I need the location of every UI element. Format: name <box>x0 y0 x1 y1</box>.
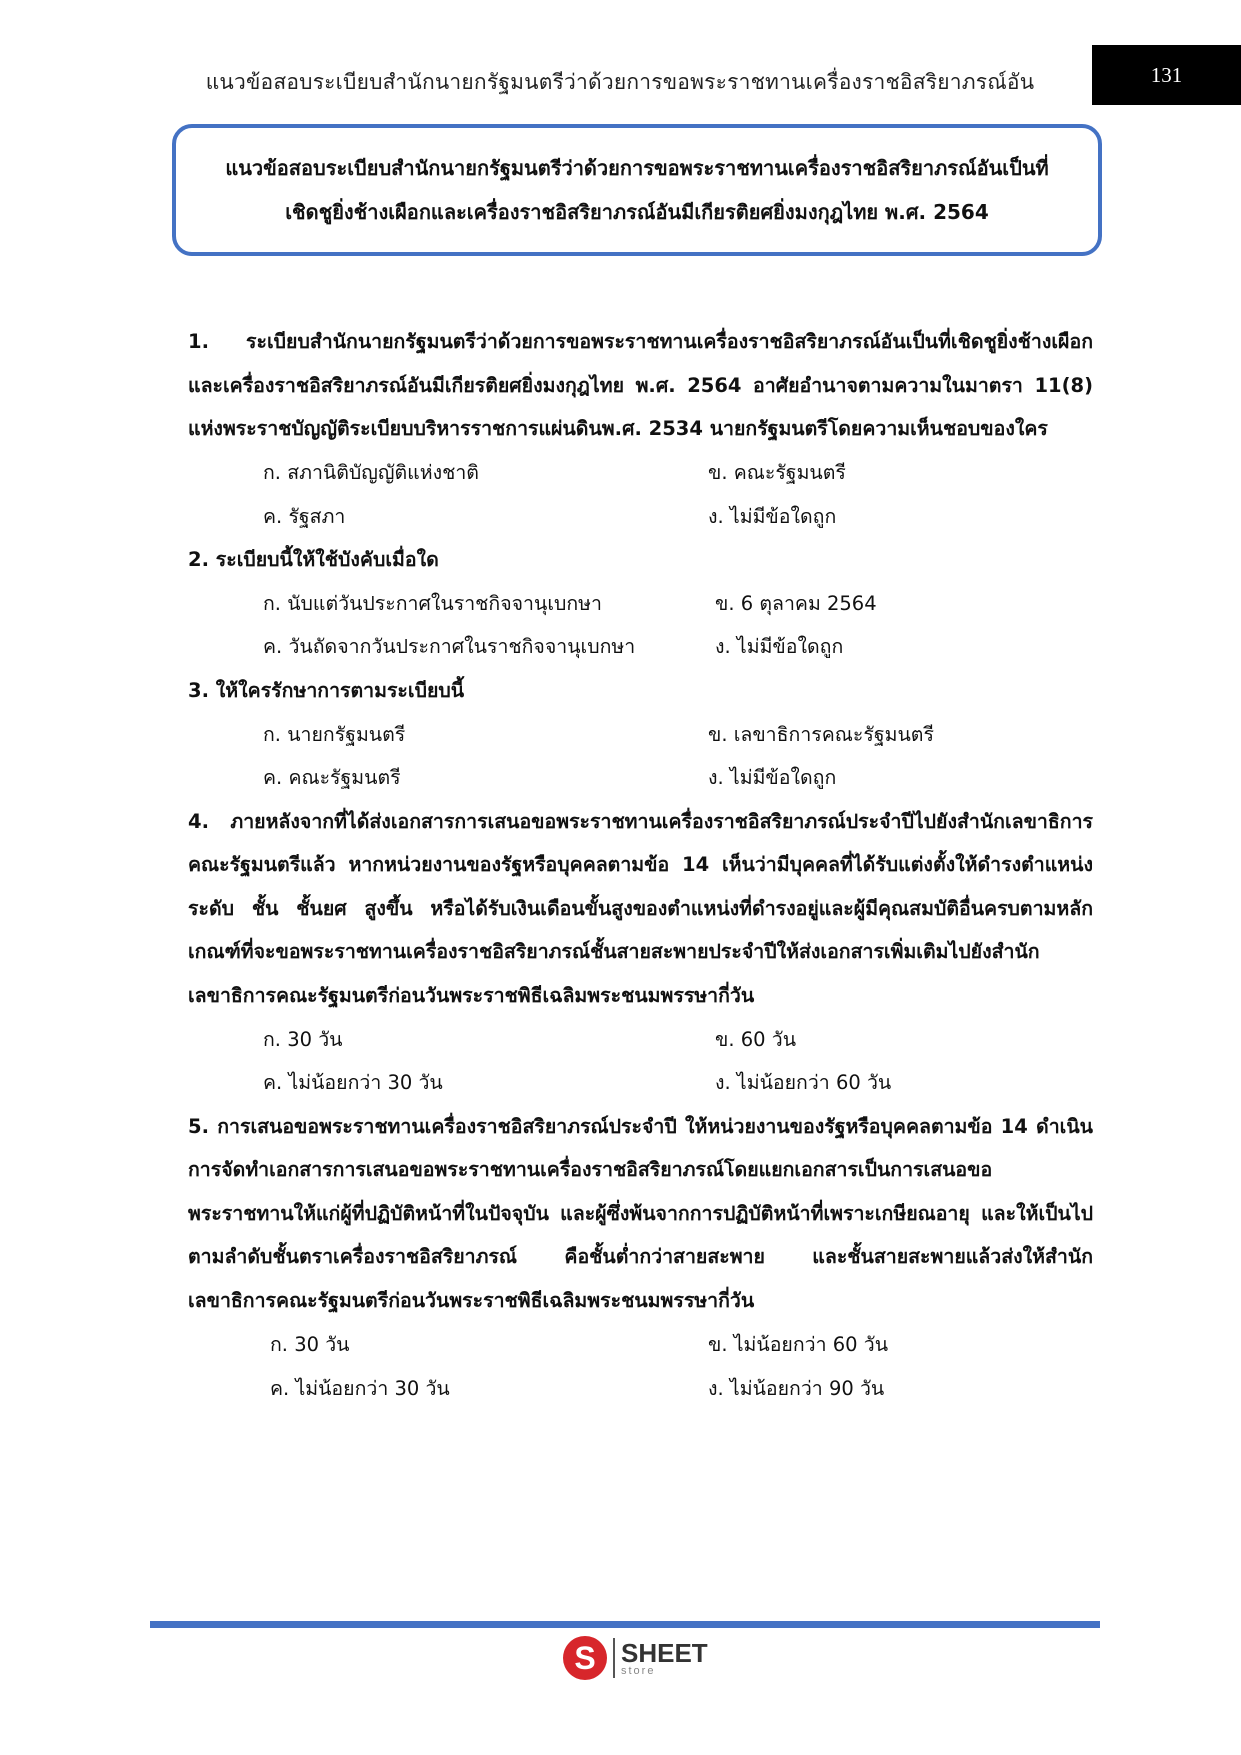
title-line-1: แนวข้อสอบระเบียบสำนักนายกรัฐมนตรีว่าด้วยการขอพระราชทานเครื่องราชอิสริยาภรณ์อันเป็นที่ <box>225 156 1049 180</box>
option-5-c[interactable]: ค. ไม่น้อยกว่า 30 วัน <box>270 1376 450 1400</box>
option-1-b[interactable]: ข. คณะรัฐมนตรี <box>708 461 846 485</box>
option-row <box>188 582 1093 626</box>
option-row <box>188 1323 1093 1367</box>
logo-subtitle: store <box>621 1664 656 1677</box>
option-1-a[interactable]: ก. สภานิติบัญญัติแห่งชาติ <box>263 461 479 485</box>
option-row <box>188 1366 1093 1410</box>
sheetstore-logo <box>563 1634 708 1682</box>
option-4-d[interactable]: ง. ไม่น้อยกว่า 60 วัน <box>715 1071 892 1095</box>
option-2-c[interactable]: ค. วันถัดจากวันประกาศในราชกิจจานุเบกษา <box>263 635 636 659</box>
logo-divider <box>613 1638 615 1678</box>
option-3-c[interactable]: ค. คณะรัฐมนตรี <box>263 766 401 790</box>
question-5: 5. การเสนอขอพระราชทานเครื่องราชอิสริยาภรณ์ประจำปี ให้หน่วยงานของรัฐหรือบุคคลตามข้อ 14 ดำเนินการจัดทำเอกสารการเสนอขอพระราชทานเครื่องราชอิสริยาภรณ์โดยแยกเอกสารเป็นการเสนอขอพระราชทานให้แก่ผู้ที่ปฏิบัติหน้าที่ในปัจจุบัน และผู้ซึ่งพ้นจากการปฏิบัติหน้าที่เพราะเกษียณอายุ และให้เป็นไปตามลำดับชั้นตราเครื่องราชอิสริยาภรณ์ คือชั้นต่ำกว่าสายสะพาย และชั้นสายสะพายแล้วส่งให้สำนักเลขาธิการคณะรัฐมนตรีก่อนวันพระราชพิธีเฉลิมพระชนมพรรษากี่วัน <box>188 1114 1093 1313</box>
footer-rule <box>150 1621 1100 1628</box>
option-1-c[interactable]: ค. รัฐสภา <box>263 504 346 528</box>
option-row <box>188 712 1093 756</box>
running-header: แนวข้อสอบระเบียบสำนักนายกรัฐมนตรีว่าด้วยการขอพระราชทานเครื่องราชอิสริยาภรณ์อัน <box>205 70 1035 94</box>
question-2: 2. ระเบียบนี้ให้ใช้บังคับเมื่อใด <box>188 547 439 571</box>
option-4-c[interactable]: ค. ไม่น้อยกว่า 30 วัน <box>263 1071 443 1095</box>
option-row <box>188 1018 1093 1062</box>
logo-mark-icon: S <box>563 1636 607 1680</box>
title-line-2: เชิดชูยิ่งช้างเผือกและเครื่องราชอิสริยาภรณ์อันมีเกียรติยศยิ่งมงกุฎไทย พ.ศ. 2564 <box>285 200 989 224</box>
option-row <box>188 625 1093 669</box>
option-3-b[interactable]: ข. เลขาธิการคณะรัฐมนตรี <box>708 722 934 746</box>
question-4: 4. ภายหลังจากที่ได้ส่งเอกสารการเสนอขอพระราชทานเครื่องราชอิสริยาภรณ์ประจำปีไปยังสำนักเลขาธิการคณะรัฐมนตรีแล้ว หากหน่วยงานของรัฐหรือบุคคลตามข้อ 14 เห็นว่ามีบุคคลที่ได้รับแต่งตั้งให้ดำรงตำแหน่ง ระดับ ชั้น ชั้นยศ สูงขึ้น หรือได้รับเงินเดือนขั้นสูงของตำแหน่งที่ดำรงอยู่และผู้มีคุณสมบัติอื่นครบตามหลักเกณฑ์ที่จะขอพระราชทานเครื่องราชอิสริยาภรณ์ชั้นสายสะพายประจำปีให้ส่งเอกสารเพิ่มเติมไปยังสำนักเลขาธิการคณะรัฐมนตรีก่อนวันพระราชพิธีเฉลิมพระชนมพรรษากี่วัน <box>188 809 1093 1007</box>
option-1-d[interactable]: ง. ไม่มีข้อใดถูก <box>708 504 837 528</box>
option-row <box>188 494 1093 538</box>
option-row <box>188 451 1093 495</box>
option-3-a[interactable]: ก. นายกรัฐมนตรี <box>263 722 406 746</box>
logo-wordmark <box>621 1637 708 1677</box>
option-3-d[interactable]: ง. ไม่มีข้อใดถูก <box>708 766 837 790</box>
option-2-b[interactable]: ข. 6 ตุลาคม 2564 <box>715 591 877 615</box>
option-row <box>188 1061 1093 1105</box>
option-2-d[interactable]: ง. ไม่มีข้อใดถูก <box>715 635 844 659</box>
option-4-a[interactable]: ก. 30 วัน <box>263 1027 343 1051</box>
option-row <box>188 756 1093 800</box>
question-1: 1. ระเบียบสำนักนายกรัฐมนตรีว่าด้วยการขอพระราชทานเครื่องราชอิสริยาภรณ์อันเป็นที่เชิดชูยิ่งช้างเผือกและเครื่องราชอิสริยาภรณ์อันมีเกียรติยศยิ่งมงกุฎไทย พ.ศ. 2564 อาศัยอำนาจตามความในมาตรา 11(8) แห่งพระราชบัญญัติระเบียบบริหารราชการแผ่นดินพ.ศ. 2534 นายกรัฐมนตรีโดยความเห็นชอบของใคร <box>188 330 1093 441</box>
option-5-b[interactable]: ข. ไม่น้อยกว่า 60 วัน <box>708 1332 889 1356</box>
logo-word: SHEET <box>621 1637 708 1668</box>
title-box <box>172 124 1102 256</box>
question-list <box>188 320 1093 1410</box>
option-5-d[interactable]: ง. ไม่น้อยกว่า 90 วัน <box>708 1376 885 1400</box>
question-3: 3. ให้ใครรักษาการตามระเบียบนี้ <box>188 678 465 702</box>
page-number: 131 <box>1092 45 1241 105</box>
option-5-a[interactable]: ก. 30 วัน <box>270 1332 350 1356</box>
option-4-b[interactable]: ข. 60 วัน <box>715 1027 797 1051</box>
option-2-a[interactable]: ก. นับแต่วันประกาศในราชกิจจานุเบกษา <box>263 591 602 615</box>
